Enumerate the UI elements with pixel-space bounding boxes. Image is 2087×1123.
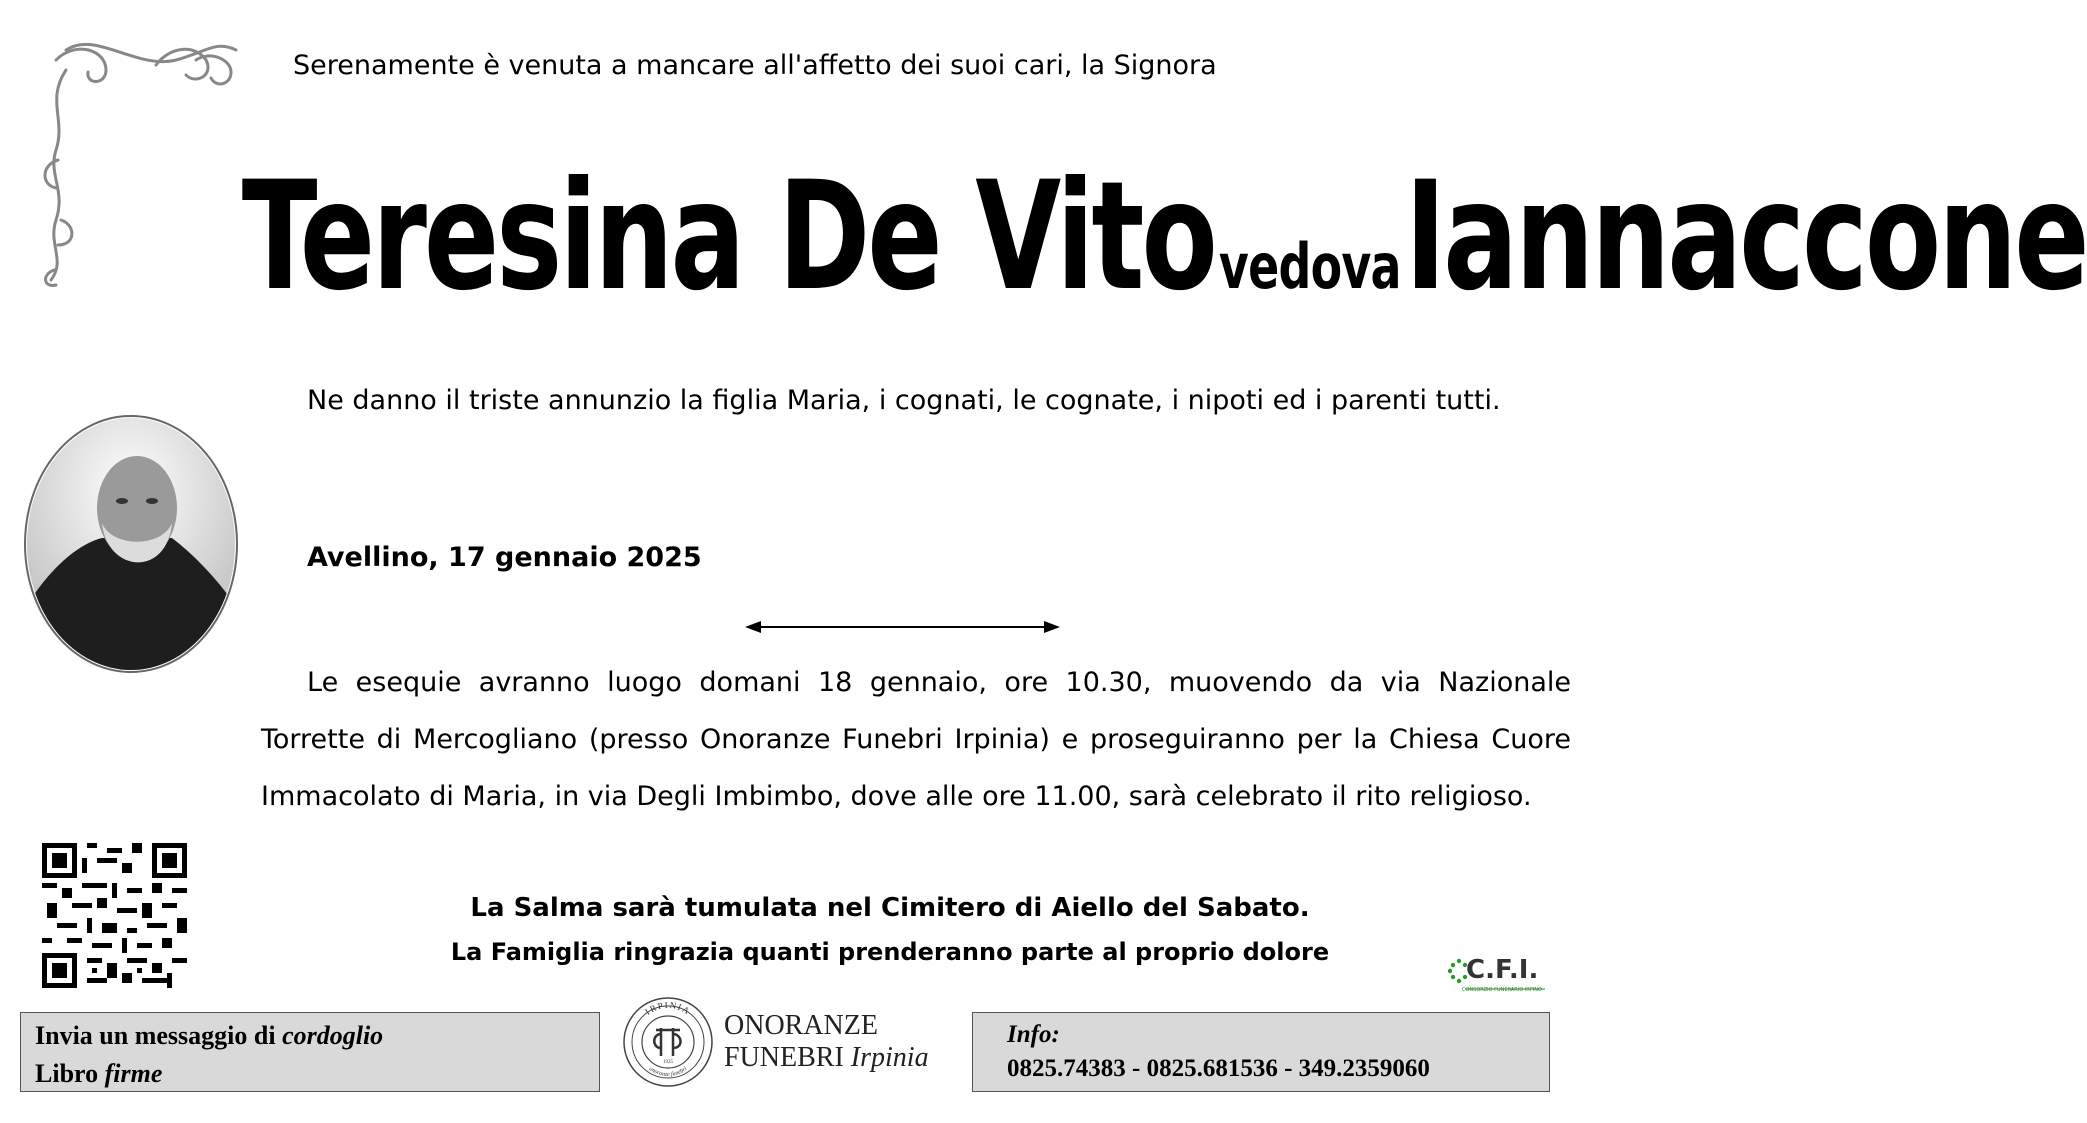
cfi-logo-subtitle: CONSORZIO FUNERARIO IRPINO bbox=[1462, 987, 1542, 993]
svg-text:onoranze funebri: onoranze funebri bbox=[647, 1065, 689, 1079]
qr-code-icon[interactable] bbox=[42, 843, 187, 988]
funeral-home-seal-icon bbox=[618, 990, 718, 1090]
thanks-text: La Famiglia ringrazia quanti prenderanno parte al proprio dolore bbox=[450, 938, 1330, 966]
condolence-link[interactable]: Invia un messaggio di cordoglio bbox=[35, 1021, 384, 1050]
name-first: Teresina De Vito bbox=[241, 150, 1215, 324]
funeral-home-line1: ONORANZE bbox=[724, 1010, 878, 1041]
name-connector: vedova bbox=[1218, 230, 1401, 303]
funeral-home-line2: FUNEBRI Irpinia bbox=[724, 1042, 929, 1073]
info-panel bbox=[972, 1012, 1550, 1092]
funeral-details-text: Le esequie avranno luogo domani 18 gennaio, ore 10.30, muovendo da via Nazionale Torrette di Mercogliano (presso Onoranze Funebri Irpinia) e proseguiranno per la Chiesa Cuore Immacolato di Maria, in via Degli Imbimbo, dove alle ore 11.00, sarà celebrato il rito religioso. bbox=[261, 667, 1571, 812]
deceased-name bbox=[241, 150, 2087, 324]
place-date: Avellino, 17 gennaio 2025 bbox=[307, 542, 702, 573]
double-arrow-divider-icon bbox=[745, 617, 1060, 637]
burial-text: La Salma sarà tumulata nel Cimitero di Aiello del Sabato. bbox=[470, 893, 1310, 923]
name-last: Iannaccone bbox=[1404, 150, 2087, 324]
condolence-panel[interactable] bbox=[20, 1012, 600, 1092]
phone-numbers[interactable]: 0825.74383 - 0825.681536 - 349.2359060 bbox=[1007, 1055, 1430, 1082]
svg-text:IRPINIA: IRPINIA bbox=[643, 999, 693, 1017]
svg-text:1925: 1925 bbox=[663, 1060, 673, 1065]
corner-flourish-icon bbox=[36, 30, 246, 290]
guestbook-link[interactable]: Libro firme bbox=[35, 1059, 163, 1088]
portrait-photo bbox=[22, 413, 240, 675]
intro-text: Serenamente è venuta a mancare all'affetto dei suoi cari, la Signora bbox=[293, 50, 1217, 81]
info-label: Info: bbox=[1007, 1021, 1060, 1048]
funeral-home-name bbox=[724, 1010, 929, 1074]
cfi-logo-text: C.F.I. bbox=[1466, 955, 1539, 985]
announcement-text: Ne danno il triste annunzio la figlia Maria, i cognati, le cognate, i nipoti ed i parenti tutti. bbox=[307, 385, 1501, 416]
